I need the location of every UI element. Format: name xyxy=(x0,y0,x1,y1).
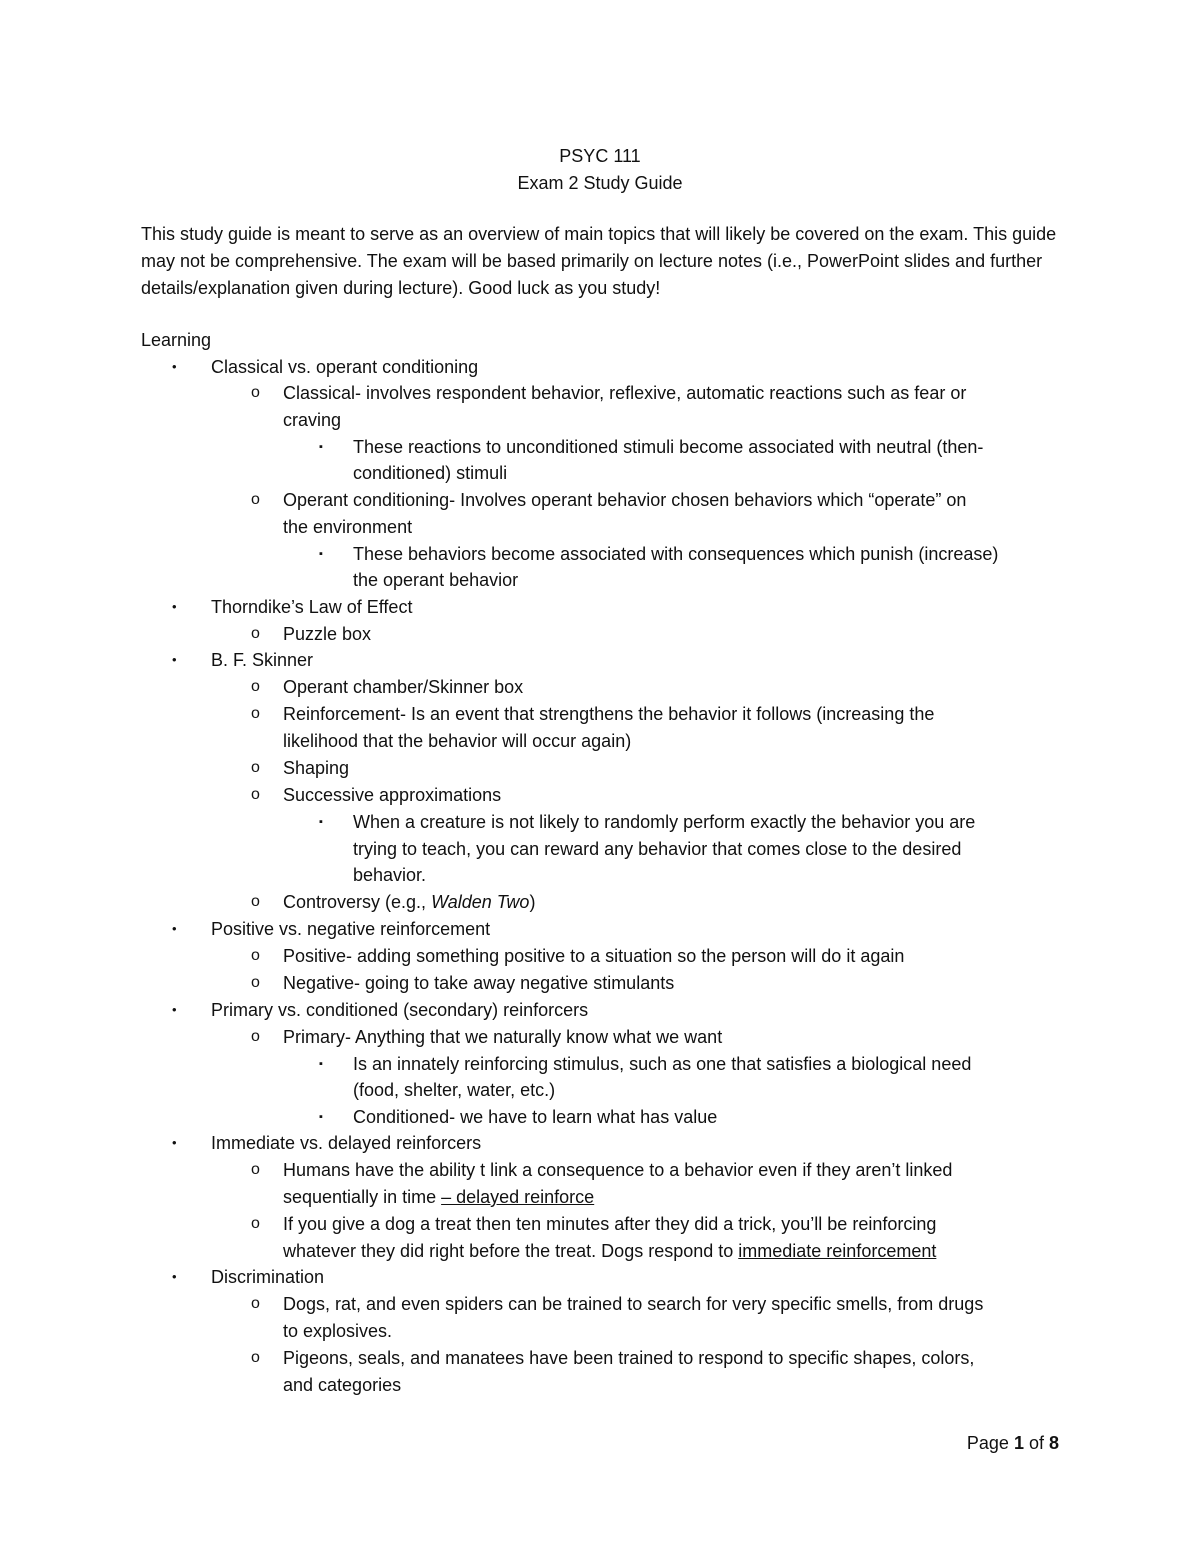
reinforcement-line-2: likelihood that the behavior will occur again) xyxy=(283,731,632,751)
primary-sub-line-2: (food, shelter, water, etc.) xyxy=(353,1080,556,1100)
topic-immediate-vs-delayed: Immediate vs. delayed reinforcers xyxy=(211,1133,482,1153)
negative-reinforcement: Negative- going to take away negative stimulants xyxy=(283,973,675,993)
sub-bullet-icon: o xyxy=(251,893,260,910)
controversy-close: ) xyxy=(529,892,536,912)
bullet-icon: • xyxy=(172,921,177,936)
classical-sub-line-1: These reactions to unconditioned stimuli become associated with neutral (then- xyxy=(353,437,984,457)
sub-bullet-icon: o xyxy=(251,974,260,991)
successive-sub-line-3: behavior. xyxy=(353,865,427,885)
operant-chamber: Operant chamber/Skinner box xyxy=(283,677,524,697)
topic-thorndike: Thorndike’s Law of Effect xyxy=(211,597,413,617)
intro-paragraph xyxy=(141,221,1071,301)
intro-text: This study guide is meant to serve as an overview of main topics that will likely be covered on the exam. This guide may not be comprehensive. The exam will be based primarily on lecture notes (i.e., PowerPoint slides and further details/explanation given during lecture). Good luck as you study! xyxy=(141,224,1057,298)
sub-bullet-icon: o xyxy=(251,1295,260,1312)
page-word: Page xyxy=(966,1433,1014,1453)
sub-bullet-icon: o xyxy=(251,1215,260,1232)
topic-skinner: B. F. Skinner xyxy=(211,650,314,670)
dogs-line-2: to explosives. xyxy=(283,1321,393,1341)
sub-bullet-icon: o xyxy=(251,678,260,695)
square-bullet-icon: ▪ xyxy=(319,441,323,453)
sub-bullet-icon: o xyxy=(251,786,260,803)
sub-bullet-icon: o xyxy=(251,1161,260,1178)
dog-line-2-text: whatever they did right before the treat. Dogs respond to xyxy=(283,1241,739,1261)
section-title-learning: Learning xyxy=(141,330,212,350)
humans-line-2-text: sequentially in time xyxy=(283,1187,442,1207)
sub-bullet-icon: o xyxy=(251,705,260,722)
controversy xyxy=(283,889,535,915)
operant-line-2: the environment xyxy=(283,517,413,537)
sub-bullet-icon: o xyxy=(251,1028,260,1045)
bullet-icon: • xyxy=(172,1269,177,1284)
puzzle-box: Puzzle box xyxy=(283,624,372,644)
topic-discrimination: Discrimination xyxy=(211,1267,325,1287)
operant-sub-line-1: These behaviors become associated with consequences which punish (increase) xyxy=(353,544,999,564)
topic-classical-vs-operant: Classical vs. operant conditioning xyxy=(211,357,479,377)
bullet-icon: • xyxy=(172,359,177,374)
bullet-icon: • xyxy=(172,652,177,667)
dog-line-2 xyxy=(283,1238,936,1264)
page-current: 1 xyxy=(1013,1433,1024,1453)
topic-primary-vs-conditioned: Primary vs. conditioned (secondary) reinforcers xyxy=(211,1000,589,1020)
sub-bullet-icon: o xyxy=(251,1349,260,1366)
sub-bullet-icon: o xyxy=(251,947,260,964)
successive-sub-line-1: When a creature is not likely to randomly perform exactly the behavior you are xyxy=(353,812,976,832)
sub-bullet-icon: o xyxy=(251,491,260,508)
pigeons-line-1: Pigeons, seals, and manatees have been trained to respond to specific shapes, colors, xyxy=(283,1348,975,1368)
classical-sub-line-2: conditioned) stimuli xyxy=(353,463,508,483)
operant-sub-line-2: the operant behavior xyxy=(353,570,519,590)
bullet-icon: • xyxy=(172,599,177,614)
document-title: Exam 2 Study Guide xyxy=(517,173,683,193)
walden-two-title: Walden Two xyxy=(431,892,530,912)
sub-bullet-icon: o xyxy=(251,384,260,401)
sub-bullet-icon: o xyxy=(251,759,260,776)
reinforcement-line-1: Reinforcement- Is an event that strengthens the behavior it follows (increasing the xyxy=(283,704,935,724)
humans-line-2 xyxy=(283,1184,594,1210)
of-word: of xyxy=(1023,1433,1049,1453)
primary-sub-line-1: Is an innately reinforcing stimulus, such as one that satisfies a biological need xyxy=(353,1054,972,1074)
classical-line-2: craving xyxy=(283,410,342,430)
square-bullet-icon: ▪ xyxy=(319,816,323,828)
pigeons-line-2: and categories xyxy=(283,1375,402,1395)
bullet-icon: • xyxy=(172,1002,177,1017)
humans-line-1: Humans have the ability t link a consequence to a behavior even if they aren’t linked xyxy=(283,1160,953,1180)
square-bullet-icon: ▪ xyxy=(319,1058,323,1070)
operant-line-1: Operant conditioning- Involves operant behavior chosen behaviors which “operate” on xyxy=(283,490,967,510)
successive-approximations: Successive approximations xyxy=(283,785,502,805)
classical-line-1: Classical- involves respondent behavior, reflexive, automatic reactions such as fear or xyxy=(283,383,967,403)
positive-reinforcement: Positive- adding something positive to a situation so the person will do it again xyxy=(283,946,905,966)
primary-reinforcer: Primary- Anything that we naturally know what we want xyxy=(283,1027,723,1047)
bullet-icon: • xyxy=(172,1135,177,1150)
course-code: PSYC 111 xyxy=(559,146,641,166)
delayed-reinforce-underlined: – delayed reinforce xyxy=(441,1187,595,1207)
square-bullet-icon: ▪ xyxy=(319,548,323,560)
successive-sub-line-2: trying to teach, you can reward any behavior that comes close to the desired xyxy=(353,839,962,859)
square-bullet-icon: ▪ xyxy=(319,1111,323,1123)
dog-line-1: If you give a dog a treat then ten minutes after they did a trick, you’ll be reinforcing xyxy=(283,1214,937,1234)
page-total: 8 xyxy=(1048,1433,1059,1453)
controversy-text: Controversy (e.g., xyxy=(283,892,432,912)
topic-positive-vs-negative: Positive vs. negative reinforcement xyxy=(211,919,491,939)
conditioned-reinforcer: Conditioned- we have to learn what has value xyxy=(353,1107,718,1127)
sub-bullet-icon: o xyxy=(251,625,260,642)
page-number xyxy=(967,1430,1059,1456)
dogs-line-1: Dogs, rat, and even spiders can be trained to search for very specific smells, from drugs xyxy=(283,1294,984,1314)
immediate-reinforcement-underlined: immediate reinforcement xyxy=(738,1241,937,1261)
shaping: Shaping xyxy=(283,758,350,778)
